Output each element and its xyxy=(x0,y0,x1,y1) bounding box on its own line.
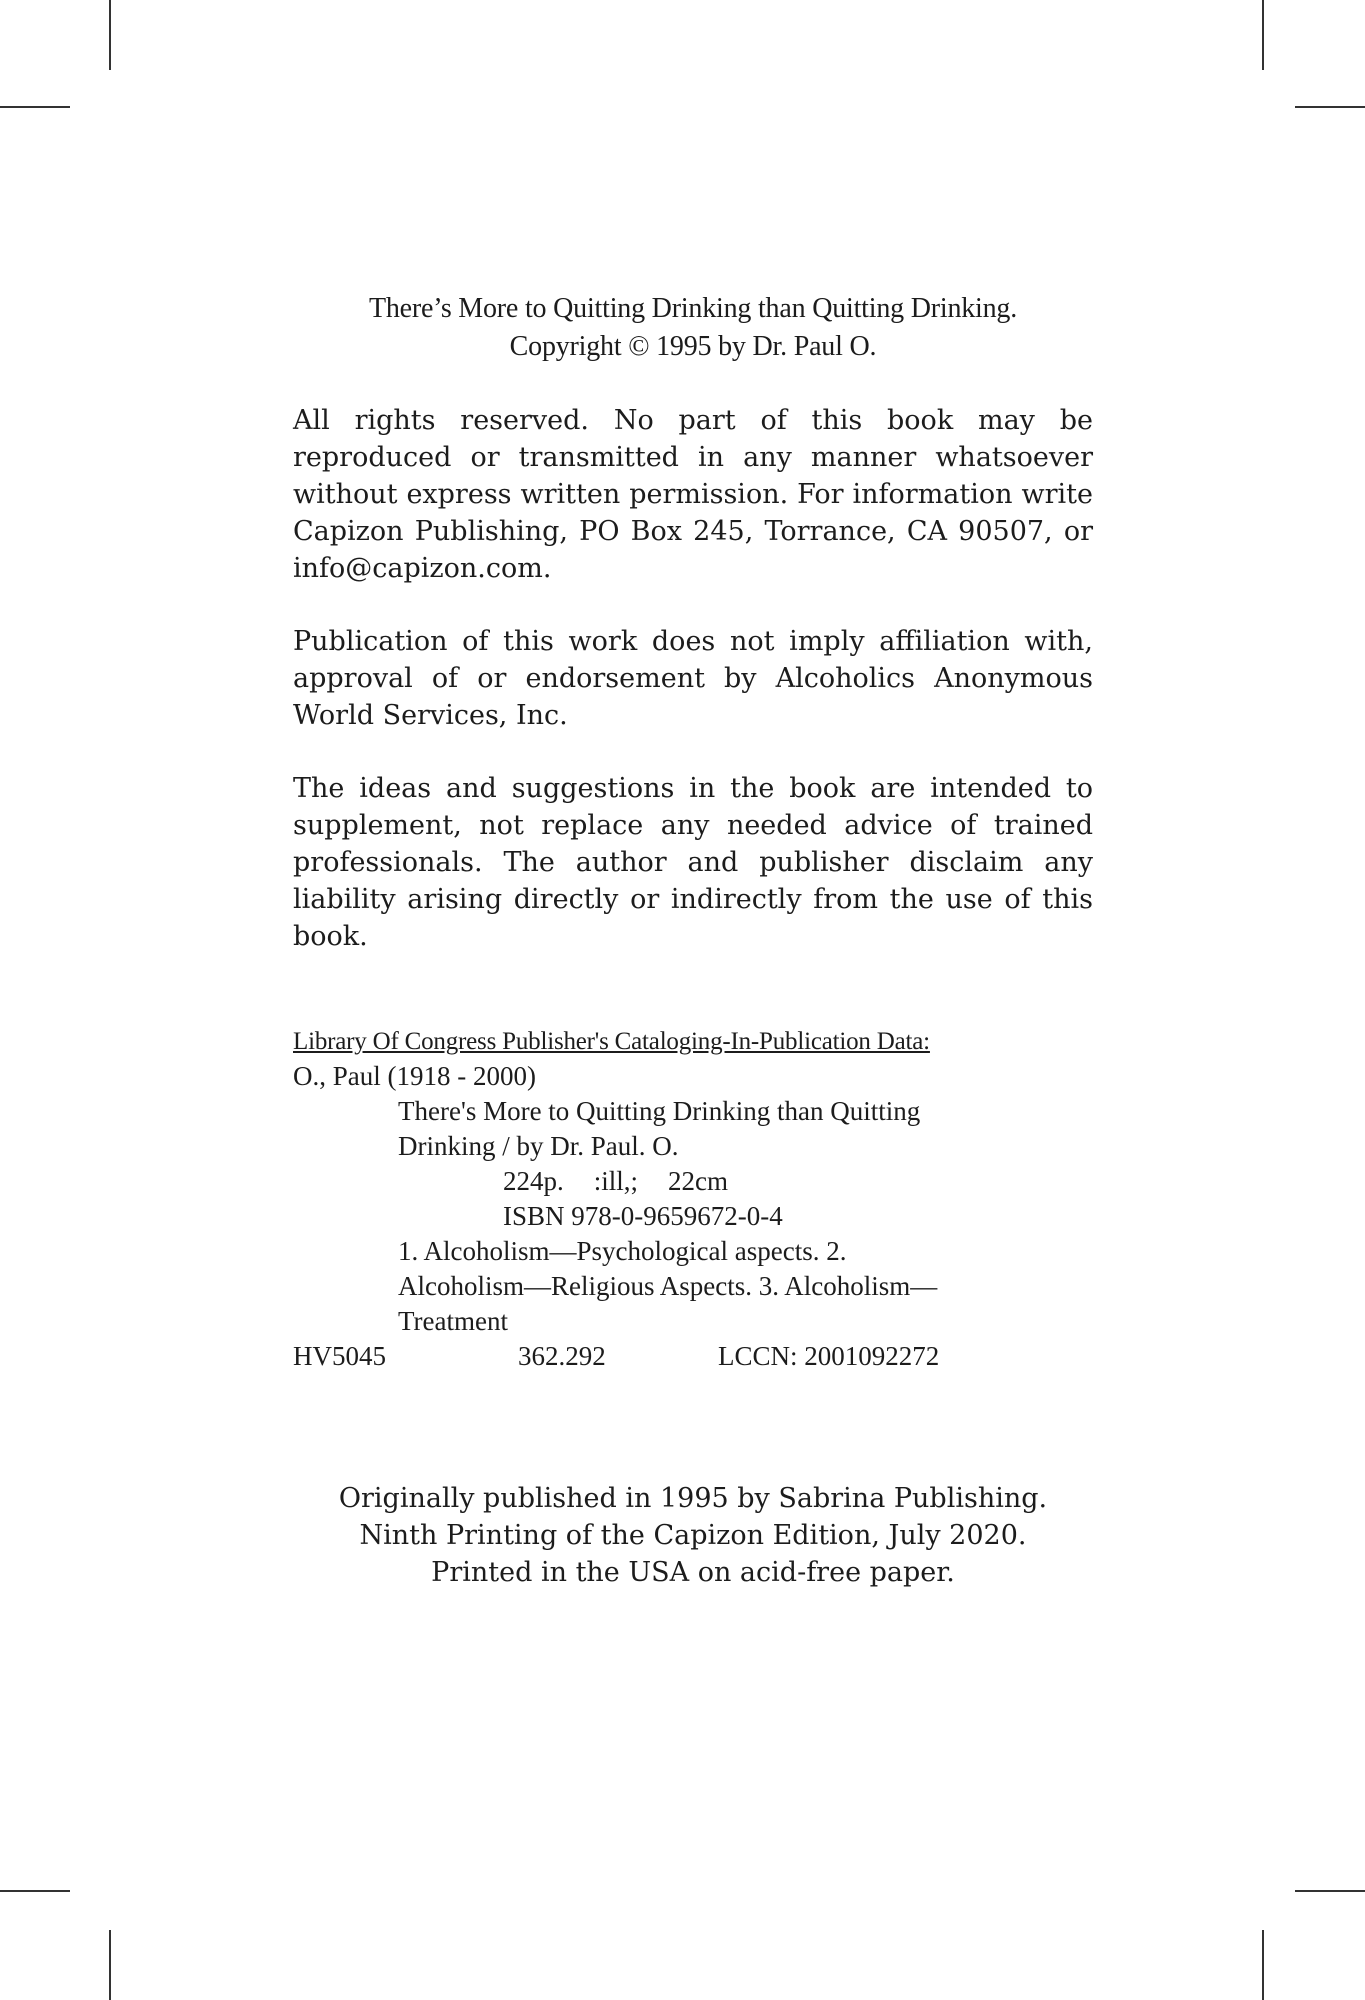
crop-mark-bottom-left xyxy=(109,1930,111,2000)
crop-mark-top-right xyxy=(1262,0,1264,70)
affiliation-disclaimer-paragraph: Publication of this work does not imply affiliation with, approval of or endorsement by Alcoholics Anonymous World Services, Inc. xyxy=(293,626,1093,731)
cip-title-line-2: Drinking / by Dr. Paul. O. xyxy=(398,1131,679,1161)
cip-classification-row xyxy=(293,1339,1113,1374)
rights-paragraph: All rights reserved. No part of this book may be reproduced or transmitted in any manner whatsoever without express written permission. For information write Capizon Publishing, PO Box 245, Torrance, CA 90507, or info@capizon.com. xyxy=(293,405,1093,584)
cip-title-line-1: There's More to Quitting Drinking than Quitting xyxy=(398,1096,921,1126)
cip-size: 22cm xyxy=(668,1166,729,1196)
liability-disclaimer-paragraph: The ideas and suggestions in the book are intended to supplement, not replace any needed advice of trained professionals. The author and publisher disclaim any liability arising directly or indirectly from the use of this book. xyxy=(293,773,1093,952)
book-title-line: There’s More to Quitting Drinking than Quitting Drinking. xyxy=(368,293,1018,324)
cip-author: O., Paul (1918 - 2000) xyxy=(293,1061,536,1091)
cip-ill: :ill,; xyxy=(593,1166,639,1196)
cip-subjects-line-3: Treatment xyxy=(398,1306,508,1336)
crop-mark-top-right-h xyxy=(1295,106,1365,108)
original-publication-line: Originally published in 1995 by Sabrina Publishing. xyxy=(338,1483,1048,1514)
cip-lc-class: HV5045 xyxy=(293,1341,386,1371)
title-block xyxy=(293,290,1093,366)
cataloging-in-publication-block xyxy=(293,1024,1113,1374)
printing-info xyxy=(293,1480,1093,1591)
cip-header: Library Of Congress Publisher's Cataloging-In-Publication Data: xyxy=(293,1028,930,1055)
cip-physical-description xyxy=(293,1164,1113,1199)
paper-info-line: Printed in the USA on acid-free paper. xyxy=(431,1557,955,1588)
crop-mark-bottom-right xyxy=(1262,1930,1264,2000)
cip-dewey: 362.292 xyxy=(518,1341,606,1371)
cip-isbn: ISBN 978-0-9659672-0-4 xyxy=(503,1201,783,1231)
crop-mark-bottom-left-h xyxy=(0,1890,70,1892)
copyright-page xyxy=(293,290,1093,955)
crop-mark-bottom-right-h xyxy=(1295,1890,1365,1892)
cip-subjects-line-1: 1. Alcoholism—Psychological aspects. 2. xyxy=(398,1236,847,1266)
printing-edition-line: Ninth Printing of the Capizon Edition, July 2020. xyxy=(359,1520,1027,1551)
crop-mark-top-left-h xyxy=(0,106,70,108)
cip-pages: 224p. xyxy=(503,1166,564,1196)
cip-subjects-line-2: Alcoholism—Religious Aspects. 3. Alcoholism— xyxy=(398,1271,938,1301)
cip-lccn: LCCN: 2001092272 xyxy=(718,1341,940,1371)
crop-mark-top-left xyxy=(109,0,111,70)
copyright-line: Copyright © 1995 by Dr. Paul O. xyxy=(509,331,877,362)
